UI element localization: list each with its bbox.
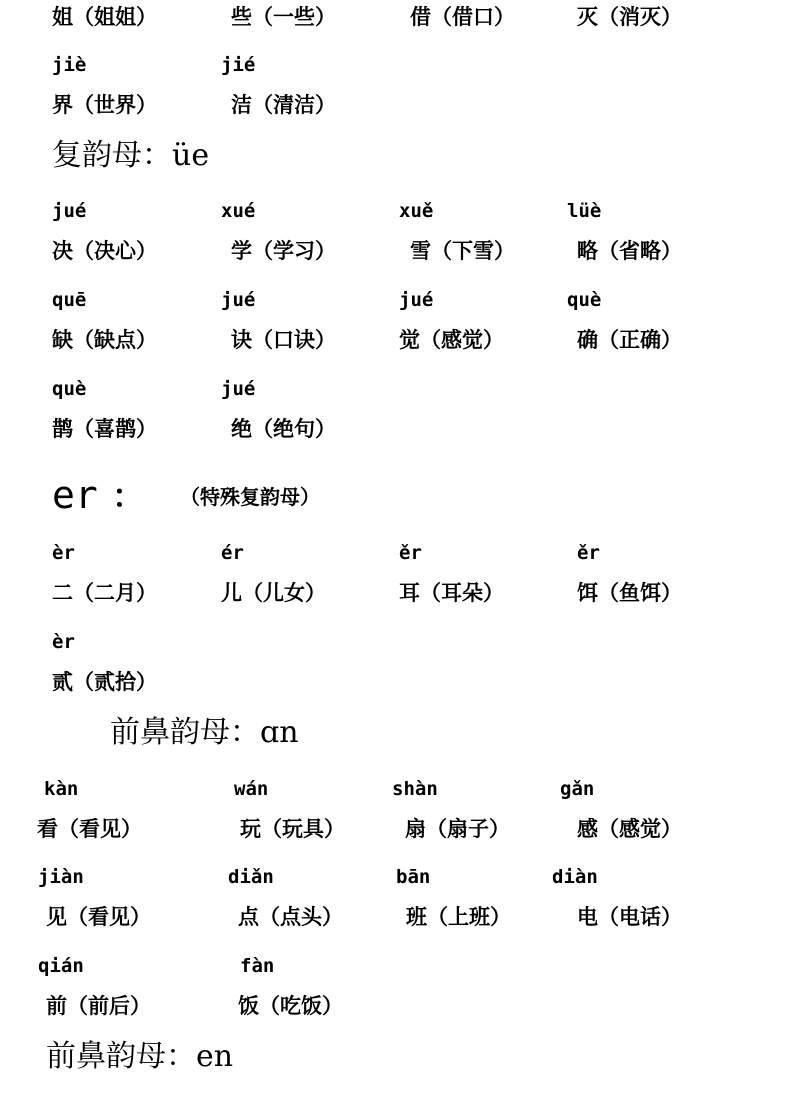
section-heading-er-colon: ： [112,477,145,515]
section-heading-ue: 复韵母：üe [52,138,210,173]
word-fan: 饭（吃饭） [238,993,343,1018]
word-que-correct: 确（正确） [577,327,682,352]
word-er-child: 儿（儿女） [221,580,326,605]
pinyin-xue-3: xuě [399,200,434,222]
word-jian: 见（看见） [46,904,151,929]
pinyin-wan: wán [234,778,269,800]
pinyin-jue-2a: jué [221,289,256,311]
pinyin-jue: jué [52,200,87,222]
pinyin-jie-4: jiè [52,54,87,76]
pinyin-er-4: èr [52,542,75,564]
word-jie-world: 界（世界） [52,92,157,117]
word-xie: 些（一些） [231,4,336,29]
word-dian-dot: 点（点头） [238,904,343,929]
pinyin-que-magpie: què [52,378,87,400]
section-heading-er: er [52,473,98,517]
word-er-formal: 贰（贰拾） [52,669,157,694]
pinyin-er-formal: èr [52,631,75,653]
word-wan: 玩（玩具） [240,816,345,841]
word-jie-clean: 洁（清洁） [231,92,336,117]
word-ban: 班（上班） [406,904,511,929]
pinyin-er-2: ér [221,542,244,564]
pinyin-jue-absolute: jué [221,378,256,400]
word-jue-formula: 诀（口诀） [231,327,336,352]
pinyin-que-1: quē [52,289,87,311]
pinyin-gan: gǎn [560,778,595,800]
word-mie: 灭（消灭） [577,4,682,29]
word-er-two: 二（二月） [52,580,157,605]
word-que-magpie: 鹊（喜鹊） [52,416,157,441]
pinyin-fan: fàn [240,955,275,977]
word-shan: 扇（扇子） [405,816,510,841]
word-er-bait: 饵（鱼饵） [577,580,682,605]
pinyin-lue: lüè [567,200,602,222]
word-xue-snow: 雪（下雪） [410,238,515,263]
pinyin-jue-2b: jué [399,289,434,311]
pinyin-shan: shàn [392,778,438,800]
word-dian-electric: 电（电话） [577,904,682,929]
pinyin-er-3a: ěr [399,542,422,564]
word-gan: 感（感觉） [577,816,682,841]
word-xue-learn: 学（学习） [231,238,336,263]
pinyin-xue-2: xué [221,200,256,222]
section-heading-en: 前鼻韵母：en [46,1039,234,1074]
word-kan: 看（看见） [37,816,142,841]
section-heading-er-note: （特殊复韵母） [180,485,320,509]
pinyin-que-4: què [567,289,602,311]
pinyin-er-3b: ěr [577,542,600,564]
word-jie-sister: 姐（姐姐） [52,4,157,29]
word-lue: 略（省略） [577,238,682,263]
pinyin-jian: jiàn [38,866,84,888]
pinyin-dian-4: diàn [552,866,598,888]
word-jue-absolute: 绝（绝句） [231,416,336,441]
pinyin-kan: kàn [44,778,79,800]
pinyin-dian-3: diǎn [228,866,274,888]
pinyin-qian: qián [38,955,84,977]
word-jie-borrow: 借（借口） [410,4,515,29]
word-er-ear: 耳（耳朵） [399,580,504,605]
pinyin-jie-2: jié [221,54,256,76]
section-heading-an: 前鼻韵母：ɑn [110,715,299,750]
word-jue-decide: 决（决心） [52,238,157,263]
word-que-lack: 缺（缺点） [52,327,157,352]
pinyin-ban: bān [396,866,431,888]
word-qian: 前（前后） [46,993,151,1018]
word-jue-feel: 觉（感觉） [399,327,504,352]
